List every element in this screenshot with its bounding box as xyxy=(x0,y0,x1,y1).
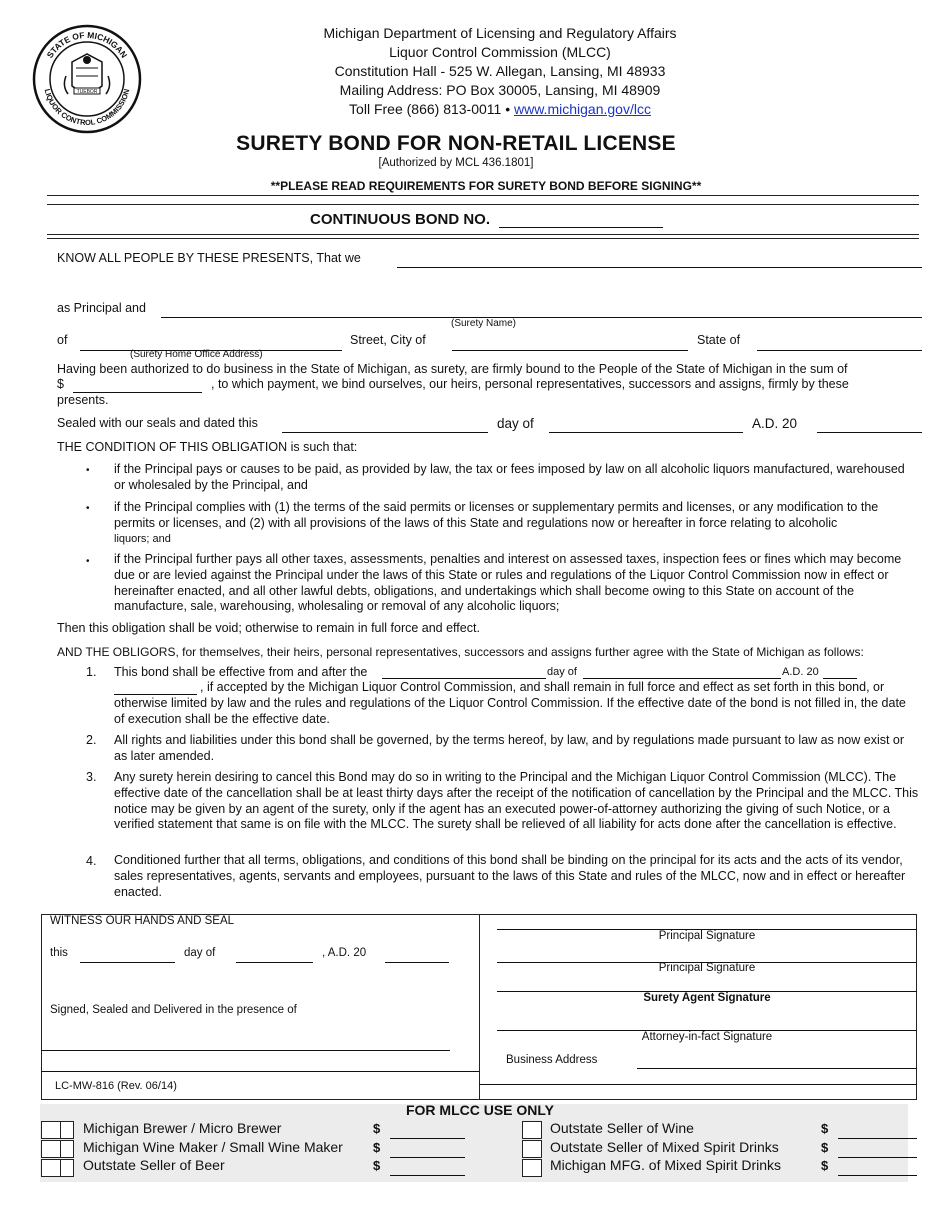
mfg-spirit-fee-field[interactable] xyxy=(838,1175,917,1176)
form-number: LC-MW-816 (Rev. 06/14) xyxy=(55,1080,177,1092)
business-address-field[interactable] xyxy=(637,1068,917,1069)
sealed-year-field[interactable] xyxy=(817,432,922,433)
witness-divider xyxy=(41,1071,479,1072)
state-field[interactable] xyxy=(757,350,922,351)
know-all-label: KNOW ALL PEOPLE BY THESE PRESENTS, That we xyxy=(57,251,361,265)
license-mfg-spirit: Michigan MFG. of Mixed Spirit Drinks xyxy=(550,1157,782,1173)
day-of-label: day of xyxy=(497,416,534,431)
warning-notice: **PLEASE READ REQUIREMENTS FOR SURETY BOND BEFORE SIGNING** xyxy=(270,179,702,193)
witness-signature-field[interactable] xyxy=(41,1050,450,1051)
wine-maker-fee-field[interactable] xyxy=(390,1157,465,1158)
agency-header xyxy=(200,24,800,119)
website-link[interactable]: www.michigan.gov/lcc xyxy=(514,101,651,117)
bullet-marker: • xyxy=(86,503,90,514)
dollar-sign: $ xyxy=(821,1140,829,1155)
surety-address-caption: (Surety Home Office Address) xyxy=(130,349,263,360)
principal-signature-1-label: Principal Signature xyxy=(658,930,756,942)
license-brewer: Michigan Brewer / Micro Brewer xyxy=(83,1120,282,1136)
item-1-day-of: day of xyxy=(547,666,577,678)
checkbox-wine-maker[interactable] xyxy=(41,1140,74,1158)
city-field[interactable] xyxy=(452,350,688,351)
sealed-label: Sealed with our seals and dated this xyxy=(57,416,258,430)
item-1-text-a: This bond shall be effective from and after the xyxy=(114,665,368,679)
checkbox-mfg-spirit[interactable] xyxy=(522,1159,542,1177)
witness-year-field[interactable] xyxy=(385,962,449,963)
dollar-sign: $ xyxy=(821,1158,829,1173)
item-4-text: Conditioned further that all terms, obligations, and conditions of this bond shall be binding on the principal for its acts and the acts of its vendor, sales representatives, agents, servants and employees, pursuant to the laws of this State and rules of the MLCC, now and in effect or hereafter enacted. xyxy=(114,853,906,899)
state-of-label: State of xyxy=(697,333,741,347)
dollar-sign: $ xyxy=(373,1140,381,1155)
seal-ring-top: STATE OF MICHIGAN xyxy=(44,29,130,60)
commission-name: Liquor Control Commission (MLCC) xyxy=(389,44,611,60)
outstate-beer-fee-field[interactable] xyxy=(390,1175,465,1176)
seal-motto: TUEBOR xyxy=(76,89,98,95)
item-1-text: , if accepted by the Michigan Liquor Control Commission, and shall remain in full force and effect as set forth in this bond, or otherwise limited by law and the rules and regulations of the Liquor Control Commission. If the effective date of the bond is not filled in, the date of execution shall be the effective date. xyxy=(114,680,906,726)
bullet-marker: • xyxy=(86,556,90,567)
street-city-label: Street, City of xyxy=(350,333,426,347)
witness-day-field[interactable] xyxy=(80,962,175,963)
item-1-lead xyxy=(114,665,367,679)
checkbox-outstate-spirit[interactable] xyxy=(522,1140,542,1158)
checkbox-divider xyxy=(60,1122,74,1138)
item-3-text: Any surety herein desiring to cancel this Bond may do so in writing to the Principal and the Michigan Liquor Control Commission (MLCC). The effective date of the cancellation shall be at least thirty days after the receipt of the notification of cancellation by the Principal and the MLCC. This notice may be given by an agent of the surety, only if the agent has an executed power-of-attorney authorizing the giving of such Notice, or a verified statement that same is on file with the MLCC. The surety shall be relieved of all liability for acts done after the cancellation is effective. xyxy=(114,770,919,832)
surety-name-field[interactable] xyxy=(161,317,922,318)
having-text-3: presents. xyxy=(57,393,109,407)
effective-year-field[interactable] xyxy=(823,678,857,679)
divider xyxy=(47,204,919,205)
condition-3: if the Principal further pays all other taxes, assessments, penalties and interest on assessed taxes, inspection fees or fines which may become due or are levied against the Principal under the laws of this State or rules and regulations of the Liquor Control Commission now in effect or hereinafter enacted, and all other lawful debts, obligations, and undertakings which shall become owing to this State on account of the manufacture, sale, warehousing, wholesaling or removal of any alcoholic liquors; xyxy=(114,552,902,614)
license-outstate-beer: Outstate Seller of Beer xyxy=(83,1157,225,1173)
obligors-statement: AND THE OBLIGORS, for themselves, their heirs, personal representatives, successors and assigns further agree with the State of Michigan as follows: xyxy=(57,645,864,659)
condition-2: if the Principal complies with (1) the terms of the said permits or licenses or supplementary permits and licenses, or any modification to the permits or licenses, and (2) with all provisions of the laws of this State and regulations now or hereafter in force relating to alcoholic xyxy=(114,500,879,530)
ad-label: A.D. 20 xyxy=(752,416,798,431)
toll-free: Toll Free (866) 813-0011 • xyxy=(349,101,514,117)
checkbox-divider xyxy=(60,1141,74,1157)
effective-month-field[interactable] xyxy=(583,678,781,679)
divider xyxy=(47,238,919,239)
dollar-sign: $ xyxy=(821,1121,829,1136)
divider xyxy=(47,195,919,196)
dollar-sign: $ xyxy=(57,377,64,391)
checkbox-divider xyxy=(60,1160,74,1176)
dollar-sign: $ xyxy=(373,1121,381,1136)
seal-ring-bottom: LIQUOR CONTROL COMMISSION xyxy=(42,87,132,128)
having-text-2: , to which payment, we bind ourselves, our heirs, personal representatives, successors and assigns, firmly by these xyxy=(211,377,849,391)
authorized-by: [Authorized by MCL 436.1801] xyxy=(378,157,534,169)
void-statement: Then this obligation shall be void; otherwise to remain in full force and effect. xyxy=(57,621,480,635)
checkbox-outstate-beer[interactable] xyxy=(41,1159,74,1177)
condition-1: if the Principal pays or causes to be paid, as provided by law, the tax or fees imposed by law on all alcoholic liquors manufactured, warehoused or wholesaled by the Principal, and xyxy=(114,462,905,492)
contact-line xyxy=(200,100,800,119)
witness-day-of: day of xyxy=(184,947,216,959)
signature-divider xyxy=(479,914,480,1100)
surety-agent-signature-label: Surety Agent Signature xyxy=(643,992,771,1004)
sealed-date-field[interactable] xyxy=(282,432,488,433)
outstate-wine-fee-field[interactable] xyxy=(838,1138,917,1139)
divider xyxy=(47,234,919,235)
dollar-sign: $ xyxy=(373,1158,381,1173)
physical-address: Constitution Hall - 525 W. Allegan, Lansing, MI 48933 xyxy=(334,63,666,79)
license-outstate-wine: Outstate Seller of Wine xyxy=(550,1120,694,1136)
license-wine-maker: Michigan Wine Maker / Small Wine Maker xyxy=(83,1139,343,1155)
mlcc-seal xyxy=(32,24,142,134)
of-label: of xyxy=(57,333,68,347)
effective-date-field[interactable] xyxy=(382,678,546,679)
having-text-1: Having been authorized to do business in the State of Michigan, as surety, are firmly bound to the People of the State of Michigan in the sum of xyxy=(57,362,848,376)
witness-ad: , A.D. 20 xyxy=(322,947,367,959)
signed-sealed-label: Signed, Sealed and Delivered in the presence of xyxy=(50,1004,297,1016)
item-number: 3. xyxy=(86,770,97,784)
form-title: SURETY BOND FOR NON-RETAIL LICENSE xyxy=(236,132,676,155)
continuous-bond-label: CONTINUOUS BOND NO. xyxy=(310,211,490,228)
item-2-text: All rights and liabilities under this bond shall be governed, by the terms hereof, by law, and by regulations made pursuant to law as now exist or as later amended. xyxy=(114,733,905,763)
business-address-label: Business Address xyxy=(506,1054,598,1066)
license-outstate-spirit: Outstate Seller of Mixed Spirit Drinks xyxy=(550,1139,779,1155)
attorney-signature-label: Attorney-in-fact Signature xyxy=(641,1031,773,1043)
principal-name-field[interactable] xyxy=(397,267,922,268)
business-address-field-2[interactable] xyxy=(479,1084,917,1085)
checkbox-outstate-wine[interactable] xyxy=(522,1121,542,1139)
condition-2-tail: liquors; and xyxy=(114,533,171,545)
continuous-bond-field[interactable] xyxy=(499,227,663,228)
item-number: 2. xyxy=(86,733,97,747)
item-number: 4. xyxy=(86,854,97,868)
checkbox-brewer[interactable] xyxy=(41,1121,74,1139)
witness-this: this xyxy=(50,947,68,959)
item-1-ad: A.D. 20 xyxy=(782,666,819,678)
agency-name: Michigan Department of Licensing and Regulatory Affairs xyxy=(323,25,677,41)
brewer-fee-field[interactable] xyxy=(390,1138,465,1139)
witness-month-field[interactable] xyxy=(236,962,313,963)
as-principal-label: as Principal and xyxy=(57,301,146,315)
item-number: 1. xyxy=(86,665,97,679)
mlcc-use-title: FOR MLCC USE ONLY xyxy=(405,1102,555,1118)
principal-signature-2-label: Principal Signature xyxy=(658,962,756,974)
bullet-marker: • xyxy=(86,465,90,476)
outstate-spirit-fee-field[interactable] xyxy=(838,1157,917,1158)
sealed-month-field[interactable] xyxy=(549,432,743,433)
condition-heading: THE CONDITION OF THIS OBLIGATION is such that: xyxy=(57,440,358,454)
surety-name-caption: (Surety Name) xyxy=(451,318,517,329)
mailing-address: Mailing Address: PO Box 30005, Lansing, MI 48909 xyxy=(339,82,661,98)
witness-title: WITNESS OUR HANDS AND SEAL xyxy=(50,915,235,927)
